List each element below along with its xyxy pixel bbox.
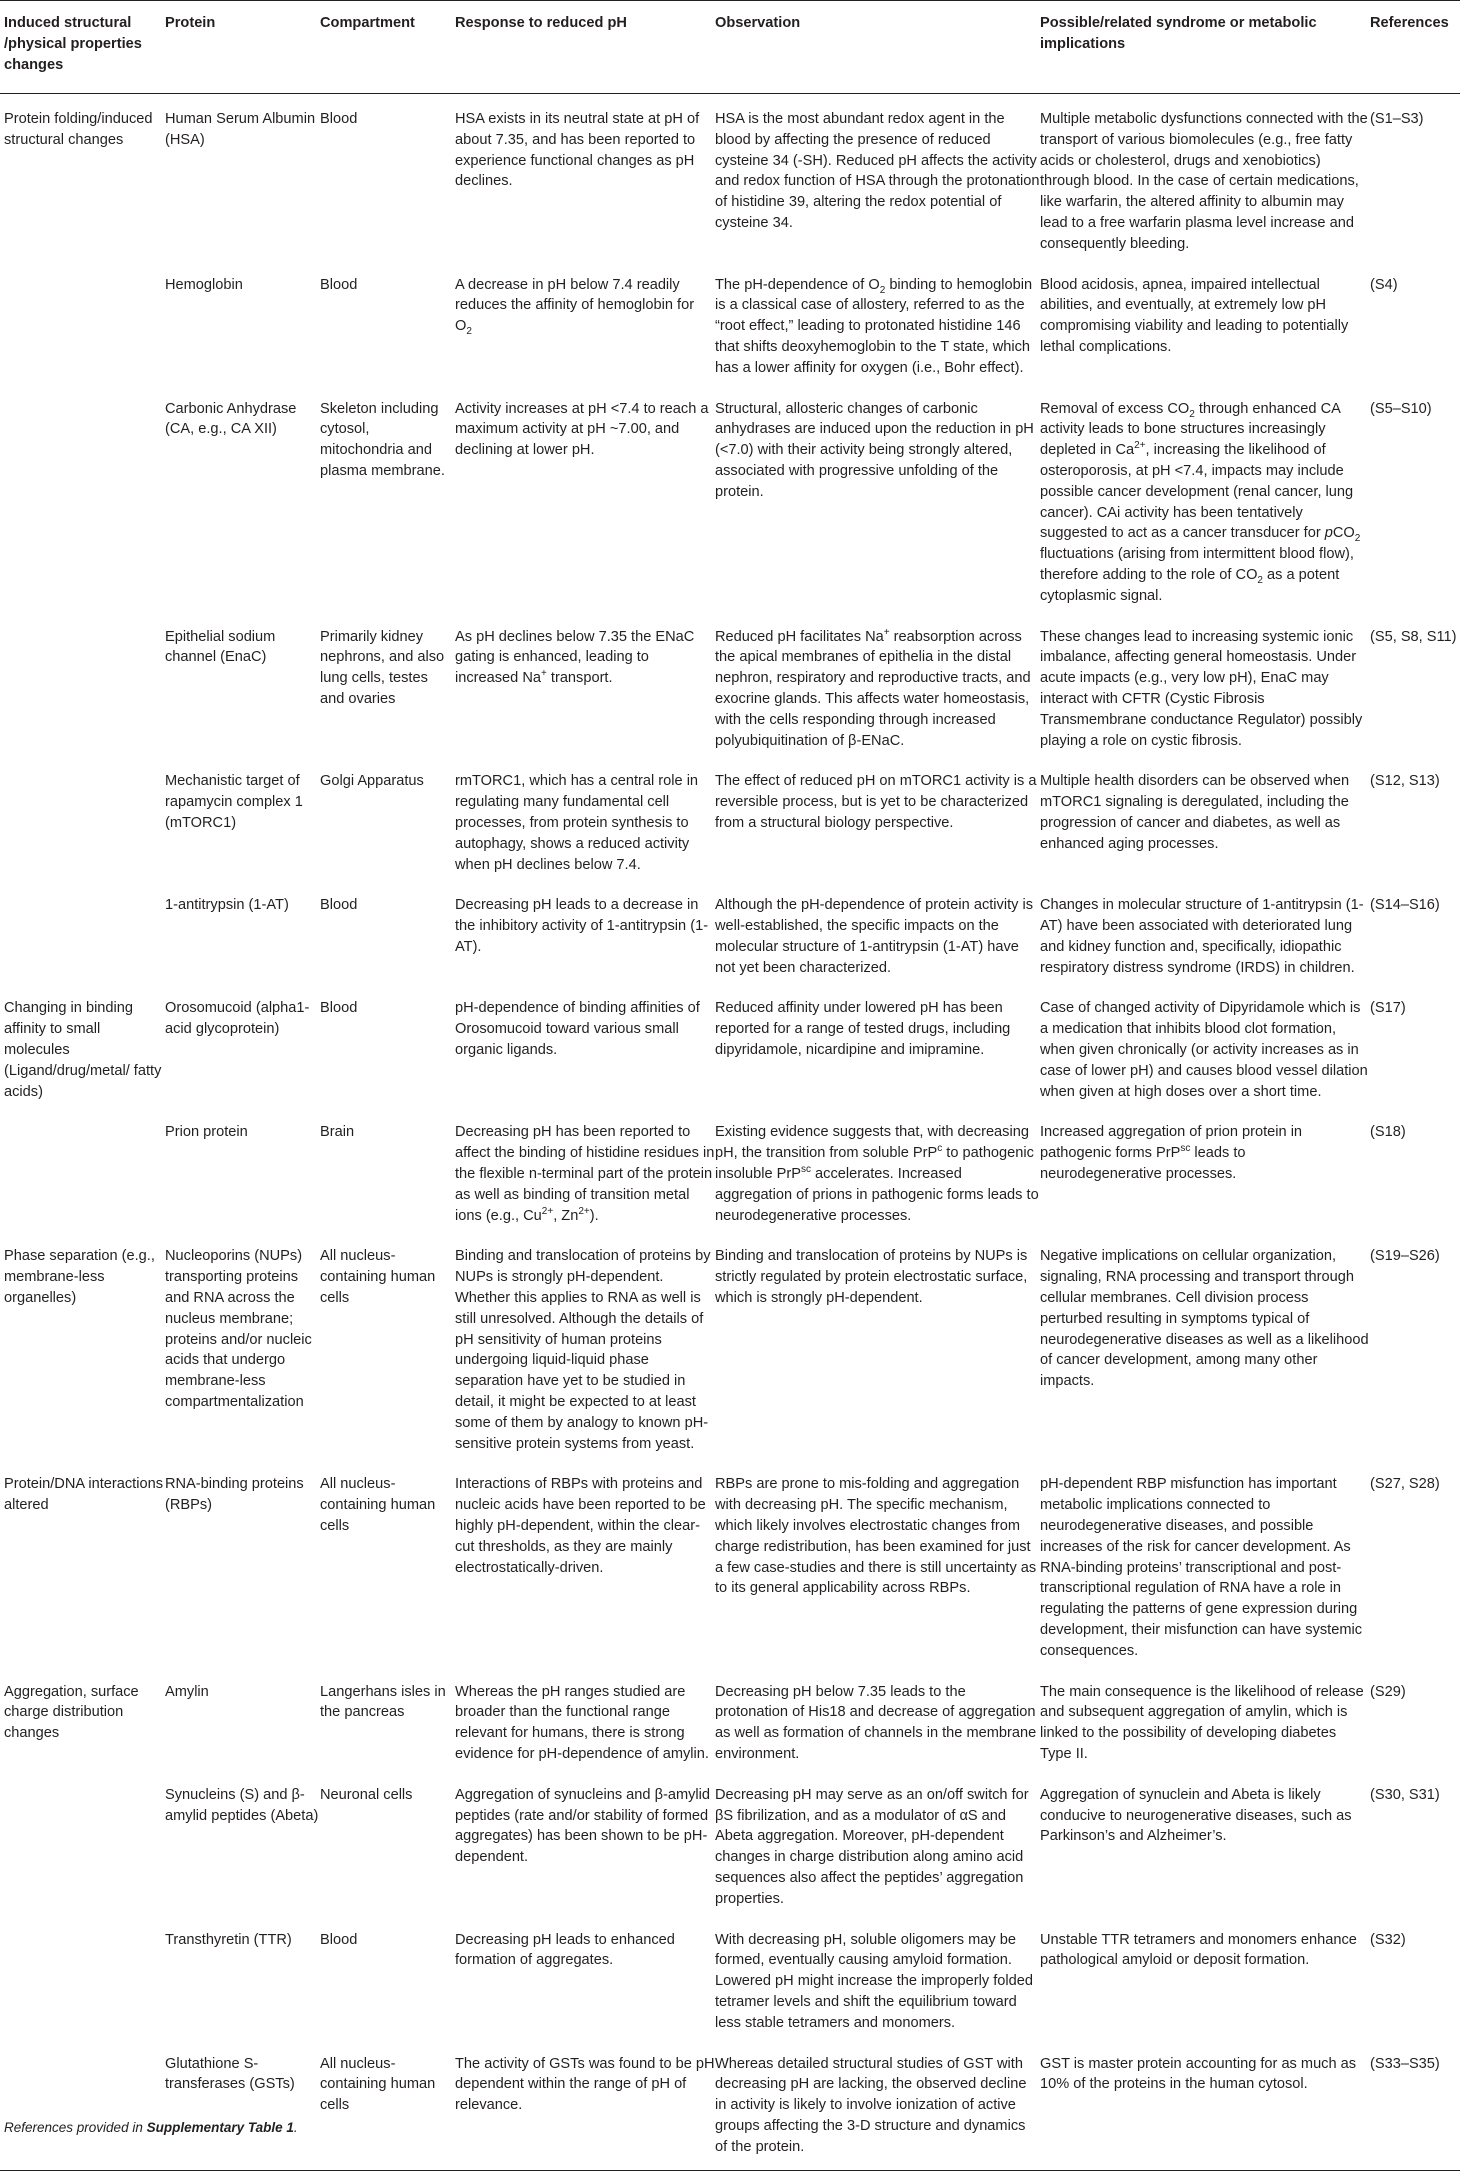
category-cell (0, 612, 165, 757)
response-cell: rmTORC1, which has a central role in regulating many fundamental cell processes, from protein synthesis to autophagy, shows a reduced activity when pH declines below 7.4. (455, 773, 699, 873)
table-row (0, 756, 1460, 880)
protein-cell: Human Serum Albumin (HSA) (165, 111, 316, 148)
protein-cell: Transthyretin (TTR) (165, 1931, 292, 1948)
response-cell: Activity increases at pH <7.4 to reach a maximum activity at pH ~7.00, and declining at lower pH. (455, 400, 709, 459)
category-cell: Changing in binding affinity to small molecules (Ligand/drug/metal/ fatty acids) (4, 1000, 162, 1100)
compartment-cell: Golgi Apparatus (320, 773, 424, 790)
references-cell: (S12, S13) (1370, 773, 1440, 790)
response-cell: The activity of GSTs was found to be pH dependent within the range of pH of relevance. (455, 2039, 715, 2170)
header-protein: Protein (165, 1, 320, 94)
observation-cell: HSA is the most abundant redox agent in the blood by affecting the presence of reduced cysteine 34 (-SH). Reduced pH affects the activity and redox function of HSA through the protonation of histidine 39, altering the redox potential of cysteine 34. (715, 111, 1040, 231)
protein-cell: Hemoglobin (165, 276, 243, 293)
protein-cell: 1-antitrypsin (1-AT) (165, 897, 289, 914)
observation-cell: Whereas detailed structural studies of GST with decreasing pH are lacking, the observed decline in activity is likely to involve ionization of active groups affecting the 3-D structure and dynamics of the protein. (715, 2039, 1040, 2170)
compartment-cell: Neuronal cells (320, 1786, 413, 1803)
response-cell: Whereas the pH ranges studied are broader than the functional range relevant for humans, there is strong evidence for pH-dependence of amylin. (455, 1683, 709, 1762)
category-cell (0, 756, 165, 880)
table-row (0, 983, 1460, 1107)
compartment-cell: Brain (320, 1124, 355, 1141)
observation-cell: Structural, allosteric changes of carbonic anhydrases are induced upon the reduction in pH (<7.0) with their activity being strongly altered, associated with progressive unfolding of the protein. (715, 400, 1034, 500)
protein-cell: Amylin (165, 1683, 209, 1700)
protein-cell: Orosomucoid (alpha1-acid glycoprotein) (165, 1000, 310, 1038)
table-row (0, 260, 1460, 384)
response-cell: Binding and translocation of proteins by NUPs is strongly pH-dependent. Whether this applies to RNA as well is still unresolved. Although the details of pH sensitivity of human proteins undergoing liquid-liquid phase separation have yet to be studied in detail, it might be expected to at least some of them by analogy to known pH-sensitive protein systems from yeast. (455, 1248, 711, 1452)
implications-cell: Aggregation of synuclein and Abeta is likely conducive to neurogenerative diseases, such as Parkinson’s and Alzheimer’s. (1040, 1786, 1352, 1845)
response-cell: A decrease in pH below 7.4 readily reduces the affinity of hemoglobin for $O_2$ (455, 276, 695, 338)
response-cell: Decreasing pH leads to a decrease in the inhibitory activity of 1-antitrypsin (1-AT). (455, 897, 709, 955)
compartment-cell: Blood (320, 1000, 358, 1017)
observation-cell: Binding and translocation of proteins by NUPs is strictly regulated by protein electrostatic surface, which is strongly pH-dependent. (715, 1248, 1028, 1307)
implications-cell: Unstable TTR tetramers and monomers enhance pathological amyloid or deposit formation. (1040, 1931, 1357, 1969)
response-cell: Decreasing pH leads to enhanced formation of aggregates. (455, 1931, 675, 1969)
header-response: Response to reduced pH (455, 1, 715, 94)
references-cell: (S14–S16) (1370, 897, 1440, 914)
compartment-cell: Langerhans isles in the pancreas (320, 1683, 446, 1721)
protein-cell: RNA-binding proteins (RBPs) (165, 1476, 304, 1514)
table-body (0, 94, 1460, 2171)
implications-cell: Increased aggregation of prion protein in pathogenic forms PrP$^{sc}$ leads to neurodegenerative processes. (1040, 1124, 1303, 1183)
observation-cell: Reduced affinity under lowered pH has been reported for a range of tested drugs, including dipyridamole, nicardipine and imipramine. (715, 1000, 1011, 1059)
response-cell: Interactions of RBPs with proteins and nucleic acids have been reported to be highly pH-dependent, within the clear-cut thresholds, as they are mainly electrostatically-driven. (455, 1476, 706, 1576)
observation-cell: The effect of reduced pH on mTORC1 activity is a reversible process, but is yet to be characterized from a structural biology perspective. (715, 773, 1037, 831)
header-compartment: Compartment (320, 1, 455, 94)
references-cell: (S18) (1370, 1124, 1406, 1141)
implications-cell: The main consequence is the likelihood of release and subsequent aggregation of amylin, which is linked to the possibility of developing diabetes Type II. (1040, 1683, 1364, 1762)
references-cell: (S4) (1370, 276, 1398, 293)
compartment-cell: Skeleton including cytosol, mitochondria and plasma membrane. (320, 400, 445, 479)
response-cell: As pH declines below 7.35 the ENaC gating is enhanced, leading to increased Na+ transport. (455, 628, 695, 687)
references-cell: (S32) (1370, 1931, 1406, 1948)
compartment-cell: Blood (320, 111, 358, 127)
category-cell (0, 2039, 165, 2170)
category-cell (0, 880, 165, 983)
references-cell: (S33–S35) (1370, 2039, 1460, 2170)
observation-cell: Although the pH-dependence of protein activity is well-established, the specific impacts on the molecular structure of 1-antitrypsin (1-AT) have not yet been characterized. (715, 897, 1034, 976)
table-row (0, 1459, 1460, 1666)
references-cell: (S30, S31) (1370, 1786, 1440, 1803)
implications-cell: pH-dependent RBP misfunction has important metabolic implications connected to neurodegenerative diseases, and possible increases of the risk for cancer development. As RNA-binding proteins’ transcriptional and post-transcriptional regulation of RNA have a role in regulating the patterns of gene expression during development, their misfunction can have systemic consequences. (1040, 1476, 1363, 1659)
header-observation: Observation (715, 1, 1040, 94)
compartment-cell: All nucleus-containing human cells (320, 2039, 455, 2170)
observation-cell: Decreasing pH may serve as an on/off switch for βS fibrilization, and as a modulator of αS and Abeta aggregation. Moreover, pH-dependent changes in charge distribution along amino acid sequences also affect the peptides’ aggregation properties. (715, 1786, 1029, 1907)
observation-cell: Existing evidence suggests that, with decreasing pH, the transition from soluble PrP$^c$ to pathogenic insoluble PrP$^{sc}$ accelerates. Increased aggregation of prions in pathogenic forms leads to neurodegenerative processes. (715, 1124, 1039, 1224)
protein-cell: Carbonic Anhydrase (CA, e.g., CA XII) (165, 400, 297, 438)
references-cell: (S19–S26) (1370, 1248, 1440, 1265)
response-cell: pH-dependence of binding affinities of Orosomucoid toward various small organic ligands. (455, 1000, 700, 1059)
implications-cell: Blood acidosis, apnea, impaired intellectual abilities, and eventually, at extremely low pH compromising viability and leading to potentially lethal complications. (1040, 276, 1349, 355)
category-cell (0, 1915, 165, 2039)
implications-cell: Multiple metabolic dysfunctions connected with the transport of various biomolecules (e.g., free fatty acids or cholesterol, drugs and xenobiotics) through blood. In the case of certain medications, like warfarin, the altered affinity to albumin may lead to a free warfarin plasma level increase and consequently bleeding. (1040, 111, 1368, 252)
response-cell: HSA exists in its neutral state at pH of about 7.35, and has been reported to experience functional changes as pH declines. (455, 111, 700, 190)
implications-cell: Case of changed activity of Dipyridamole which is a medication that inhibits blood clot formation, when given chronically (or activity increases as in case of lower pH) and causes blood vessel dilation when given at high doses over a short time. (1040, 1000, 1368, 1100)
observation-cell: Reduced pH facilitates Na+ reabsorption across the apical membranes of epithelia in the distal nephron, respiratory and reproductive tracts, and exocrine glands. This affects water homeostasis, with the cells responding through increased polyubiquitination of β-ENaC. (715, 626, 1031, 749)
compartment-cell: All nucleus-containing human cells (320, 1476, 436, 1535)
references-cell: (S29) (1370, 1683, 1406, 1700)
observation-cell: RBPs are prone to mis-folding and aggregation with decreasing pH. The specific mechanism, which likely involves electrostatic changes from charge redistribution, has been examined for just a few case-studies and there is still uncertainty as to its general applicability across RBPs. (715, 1476, 1037, 1597)
category-cell: Aggregation, surface charge distribution changes (4, 1683, 139, 1742)
observation-cell: Decreasing pH below 7.35 leads to the protonation of His18 and decrease of aggregation as well as formation of channels in the membrane environment. (715, 1683, 1037, 1762)
response-cell: Decreasing pH has been reported to affect the binding of histidine residues in the flexible n-terminal part of the protein as well as binding of transition metal ions (e.g., $Cu^{2+}$, $Zn^{2+}$). (455, 1124, 715, 1224)
table-row (0, 1231, 1460, 1459)
category-cell: Phase separation (e.g., membrane-less organelles) (4, 1248, 155, 1307)
header-references: References (1370, 1, 1460, 94)
protein-cell: Epithelial sodium channel (EnaC) (165, 628, 276, 666)
references-cell: (S1–S3) (1370, 111, 1424, 127)
supplementary-table-link[interactable]: Supplementary Table 1 (146, 2120, 294, 2135)
protein-cell: Prion protein (165, 1124, 248, 1141)
table-row (0, 1667, 1460, 1770)
response-cell: Aggregation of synucleins and β-amylid peptides (rate and/or stability of formed aggregates) has been shown to be pH-dependent. (455, 1786, 711, 1866)
table-row (0, 94, 1460, 260)
compartment-cell: Blood (320, 897, 358, 914)
compartment-cell: Blood (320, 1931, 358, 1948)
protein-cell: Mechanistic target of rapamycin complex 1 (mTORC1) (165, 773, 303, 831)
implications-cell: These changes lead to increasing systemic ionic imbalance, affecting general homeostasis. Under acute impacts (e.g., very low pH), EnaC may interact with CFTR (Cystic Fibrosis Transmembrane conductance Regulator) possibly playing a role on cystic fibrosis. (1040, 628, 1363, 749)
table-row (0, 612, 1460, 757)
protein-cell: Nucleoporins (NUPs) transporting proteins and RNA across the nucleus membrane; proteins and/or nucleic acids that undergo membrane-less compartmentalization (165, 1248, 312, 1411)
implications-cell: Multiple health disorders can be observed when mTORC1 signaling is deregulated, including the progression of cancer and diabetes, as well as enhanced aging processes. (1040, 773, 1350, 852)
table-header (0, 1, 1460, 94)
footnote-suffix: . (293, 2120, 298, 2135)
header-implications: Possible/related syndrome or metabolic implications (1040, 1, 1370, 94)
table-row (0, 1107, 1460, 1231)
implications-cell: Changes in molecular structure of 1-antitrypsin (1-AT) have been associated with deteriorated lung and kidney function and, specifically, idiopathic respiratory distress syndrome (IRDS) in children. (1040, 897, 1364, 976)
compartment-cell: All nucleus-containing human cells (320, 1248, 436, 1307)
references-cell: (S5–S10) (1370, 400, 1432, 417)
implications-cell: Removal of excess $CO_2$ through enhanced CA activity leads to bone structures increasingly depleted in $Ca^{2+}$, increasing the likelihood of osteroporosis, at pH <7.4, impacts may include possible cancer development (renal cancer, lung cancer). CAi activity has been tentatively suggested to act as a cancer transducer for pCO$_2$ fluctuations (arising from intermittent blood flow), therefore adding to the role of $CO_2$ as a potent cytoplasmic signal. (1040, 400, 1361, 604)
table-row (0, 2039, 1460, 2170)
category-cell (0, 260, 165, 384)
category-cell (0, 1770, 165, 1915)
table-row (0, 384, 1460, 612)
footnote-prefix: References provided in (4, 2120, 147, 2135)
category-cell: Protein folding/induced structural changes (4, 111, 153, 148)
protein-cell: Glutathione S-transferases (GSTs) (165, 2039, 320, 2170)
table-row (0, 1915, 1460, 2039)
references-cell: (S27, S28) (1370, 1476, 1440, 1493)
compartment-cell: Primarily kidney nephrons, and also lung cells, testes and ovaries (320, 628, 445, 707)
protein-cell: Synucleins (S) and β-amylid peptides (Abeta) (165, 1786, 319, 1824)
implications-cell: GST is master protein accounting for as much as 10% of the proteins in the human cytosol. (1040, 2039, 1370, 2170)
header-row (0, 1, 1460, 94)
category-cell (0, 1107, 165, 1231)
references-cell: (S5, S8, S11) (1370, 628, 1457, 645)
header-category: Induced structural /physical properties changes (0, 1, 165, 94)
implications-cell: Negative implications on cellular organization, signaling, RNA processing and transport through cellular membranes. Cell division process perturbed resulting in symptoms typical of neurodegenerative diseases as well as a likelihood of cancer development, among many other impacts. (1040, 1248, 1369, 1390)
observation-cell: With decreasing pH, soluble oligomers may be formed, eventually causing amyloid formation. Lowered pH might increase the improperly folded tetramer levels and shift the equilibrium toward less stable tetramers and monomers. (715, 1931, 1033, 2031)
table-row (0, 1770, 1460, 1915)
observation-cell: The pH-dependence of $O_2$ binding to hemoglobin is a classical case of allostery, referred to as the “root effect,” leading to protonated histidine 146 that shifts deoxyhemoglobin to the T state, which has a lower affinity for oxygen (i.e., Bohr effect). (715, 276, 1033, 376)
category-cell (0, 384, 165, 612)
references-cell: (S17) (1370, 1000, 1406, 1017)
category-cell: Protein/DNA interactions altered (4, 1476, 163, 1514)
compartment-cell: Blood (320, 276, 358, 293)
table-row (0, 880, 1460, 983)
table-footnote (4, 2120, 298, 2135)
